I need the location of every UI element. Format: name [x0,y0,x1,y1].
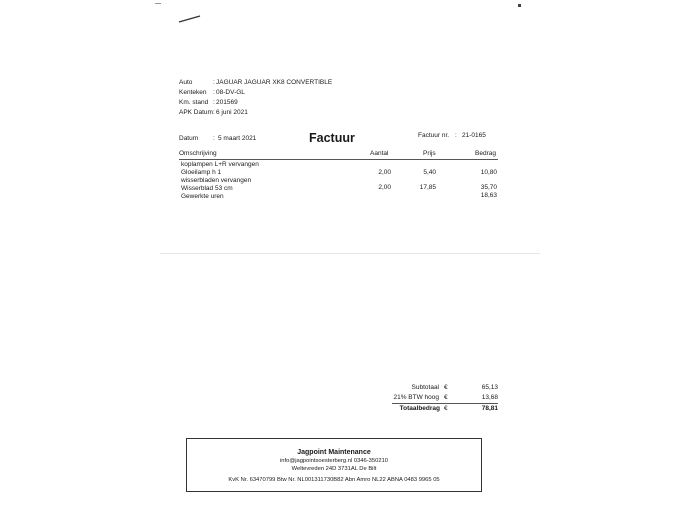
scan-edge-line [160,253,540,254]
row-price: 17,85 [419,184,436,191]
row-description: Gewerkte uren [181,193,224,200]
colon: : [213,99,215,106]
vat-currency: € [444,394,448,401]
kenteken-label: Kenteken [179,89,207,96]
colon: : [213,109,215,116]
row-description: Wisserblad 53 cm [181,185,233,192]
datum-value: 5 maart 2021 [218,135,257,142]
col-header-price: Prijs [423,150,436,157]
row-amount: 10,80 [480,169,497,176]
total-value: 78,81 [481,405,498,412]
subtotal-label: Subtotaal [411,384,439,391]
kenteken-value: 08-DV-GL [216,89,245,96]
invoice-title: Factuur [309,131,355,145]
auto-value: JAGUAR JAGUAR XK8 CONVERTIBLE [216,79,333,86]
datum-label: Datum [179,135,199,142]
km-value: 201569 [216,99,238,106]
auto-label: Auto [179,79,193,86]
vat-value: 13,68 [481,394,498,401]
total-label: Totaalbedrag [399,405,440,412]
total-currency: € [444,405,448,412]
row-price: 5,40 [423,169,436,176]
row-amount: 35,70 [480,184,497,191]
row-quantity: 2,00 [378,184,391,191]
row-description: Gloeilamp h 1 [181,169,222,176]
row-quantity: 2,00 [378,169,391,176]
apk-label: APK Datum [179,109,213,116]
company-footer [186,438,482,492]
scan-edge-line [155,3,161,4]
row-description: wisserbladen vervangen [181,177,252,184]
km-label: Km. stand [179,99,209,106]
company-contact: info@jagpointsoesterberg.nl 0346-350210 [279,458,389,464]
col-header-quantity: Aantal [370,150,389,157]
col-header-description: Omschrijving [179,150,217,157]
totals-rule [392,403,498,404]
table-header-rule [179,159,498,160]
scan-dot [518,4,521,7]
colon: : [455,132,457,139]
company-registration: KvK Nr. 63470799 Btw Nr. NL001311730B82 Abn Amro NL22 ABNA 0483 9965 05 [228,477,440,483]
subtotal-value: 65,13 [481,384,498,391]
colon: : [213,89,215,96]
apk-value: 6 juni 2021 [216,109,248,116]
pen-mark [178,14,202,24]
invoice-number-label: Factuur nr. [418,132,450,139]
vat-label: 21% BTW hoog [393,394,439,401]
row-description: koplampen L+R vervangen [181,161,259,168]
row-amount: 18,63 [480,192,497,199]
col-header-amount: Bedrag [475,150,496,157]
invoice-number-value: 21-0165 [462,132,486,139]
subtotal-currency: € [444,384,448,391]
company-name: Jagpoint Maintenance [297,449,371,456]
colon: : [213,135,215,142]
company-address: Weltevreden 24D 3731AL De Bilt [291,466,377,472]
colon: : [213,79,215,86]
